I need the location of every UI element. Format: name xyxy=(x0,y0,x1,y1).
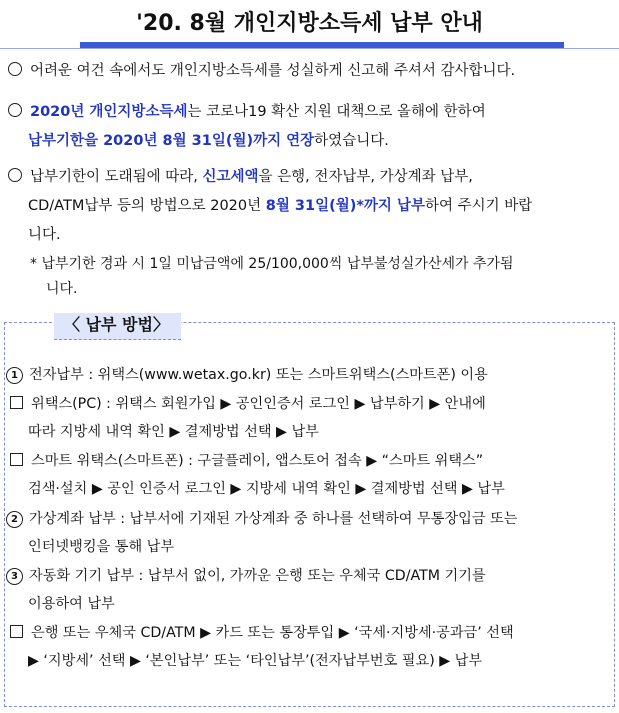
circle-bullet-icon xyxy=(8,168,22,182)
circle-bullet-icon xyxy=(8,62,22,76)
square-bullet-icon xyxy=(10,453,23,466)
paragraph-payment-due: 납부기한이 도래됨에 따라, 신고세액을 은행, 전자납부, 가상계좌 납부, CD/ATM납부 등의 방법으로 2020년 8월 31일(월)*까지 납부하여 주시기 바랍 니다. xyxy=(8,163,606,250)
paragraph-extension: 2020년 개인지방소득세는 코로나19 확산 지원 대책으로 올해에 한하여 납부기한을 2020년 8월 31일(월)까지 연장하였습니다. xyxy=(8,98,606,156)
method-electronic: 1 전자납부 : 위택스(www.wetax.go.kr) 또는 스마트위택스(스마트폰) 이용 xyxy=(6,361,612,389)
title-divider xyxy=(0,48,619,49)
square-bullet-icon xyxy=(10,625,23,638)
number-badge: 1 xyxy=(6,367,23,384)
method-atm-steps: 은행 또는 우체국 CD/ATM ▶ 카드 또는 통장투입 ▶ ‘국세·지방세·공과금’ 선택 ▶ ‘지방세’ 선택 ▶ ‘본인납부’ 또는 ‘타인납부’(전자납부번호 필요) ▶ 납부 xyxy=(6,619,612,675)
number-badge: 3 xyxy=(6,568,23,585)
square-bullet-icon xyxy=(10,396,23,409)
method-atm: 3 자동화 기기 납부 : 납부서 없이, 가까운 은행 또는 우체국 CD/ATM 기기를 이용하여 납부 xyxy=(6,562,612,618)
method-wetax-pc: 위택스(PC) : 위택스 회원가입 ▶ 공인인증서 로그인 ▶ 납부하기 ▶ 안내에 따라 지방세 내역 확인 ▶ 결제방법 선택 ▶ 납부 xyxy=(6,390,612,446)
payment-method-heading: 〈 납부 방법〉 xyxy=(54,313,181,340)
page-title: '20. 8월 개인지방소득세 납부 안내 xyxy=(136,11,483,36)
circle-bullet-icon xyxy=(8,103,22,117)
method-virtual-account: 2 가상계좌 납부 : 납부서에 기재된 가상계좌 중 하나를 선택하여 무통장입금 또는 인터넷뱅킹을 통해 납부 xyxy=(6,505,612,561)
paragraph-thanks: 어려운 여건 속에서도 개인지방소득세를 성실하게 신고해 주셔서 감사합니다. xyxy=(8,57,606,86)
method-smart-wetax: 스마트 위택스(스마트폰) : 구글플레이, 앱스토어 접속 ▶ “스마트 위택스” 검색·설치 ▶ 공인 인증서 로그인 ▶ 지방세 내역 확인 ▶ 결제방법 선택 ▶ 납부 xyxy=(6,447,612,503)
number-badge: 2 xyxy=(6,511,23,528)
penalty-note: * 납부기한 경과 시 1일 미납금액에 25/100,000씩 납부불성실가산세가 추가됨 니다. xyxy=(30,256,514,297)
